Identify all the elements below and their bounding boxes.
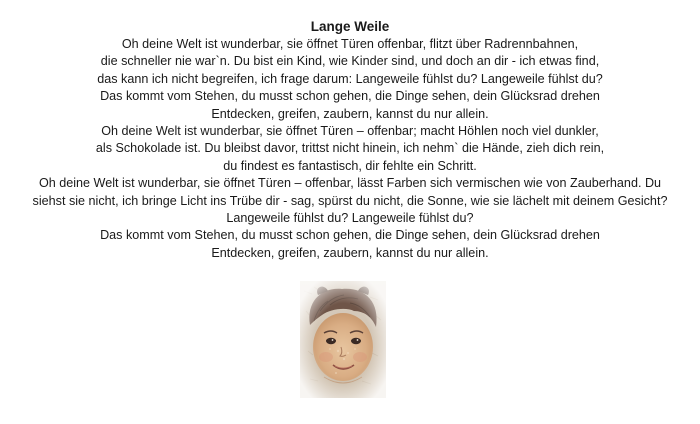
poem-title: Lange Weile: [310, 19, 390, 34]
poem-line: Das kommt vom Stehen, du musst schon gehen, die Dinge sehen, dein Glücksrad drehen: [100, 228, 600, 243]
poem-line: Entdecken, greifen, zaubern, kannst du nur allein.: [211, 106, 489, 121]
poem-block: [0, 17, 700, 262]
poem-line: Langeweile fühlst du? Langeweile fühlst du?: [226, 211, 474, 226]
poem-line: die schneller nie war`n. Du bist ein Kind, wie Kinder sind, und doch an dir - ich etwas find,: [100, 54, 600, 69]
poem-line: Entdecken, greifen, zaubern, kannst du nur allein.: [211, 245, 489, 260]
child-portrait-painting: [300, 281, 386, 398]
poem-line: Oh deine Welt ist wunderbar, sie öffnet Türen – offenbar, lässt Farben sich vermischen wie von Zauberhand. Du: [38, 176, 662, 191]
poem-line: Das kommt vom Stehen, du musst schon gehen, die Dinge sehen, dein Glücksrad drehen: [100, 89, 600, 104]
poem-line: das kann ich nicht begreifen, ich frage darum: Langeweile fühlst du? Langeweile fühlst du?: [97, 71, 603, 86]
poem-line: als Schokolade ist. Du bleibst davor, trittst nicht hinein, ich nehm` die Hände, zieh dich rein,: [95, 141, 605, 156]
child-portrait-painting-icon: [300, 281, 386, 398]
poem-line: siehst sie nicht, ich bringe Licht ins Trübe dir - sag, spürst du nicht, die Sonne, wie sie lächelt mit deinem Gesicht?: [32, 193, 668, 208]
poem-line: du findest es fantastisch, dir fehlte ein Schritt.: [223, 158, 477, 173]
poem-line: Oh deine Welt ist wunderbar, sie öffnet Türen – offenbar; macht Höhlen noch viel dunkler,: [101, 124, 599, 139]
poem-line: Oh deine Welt ist wunderbar, sie öffnet Türen offenbar, flitzt über Radrennbahnen,: [121, 37, 579, 51]
